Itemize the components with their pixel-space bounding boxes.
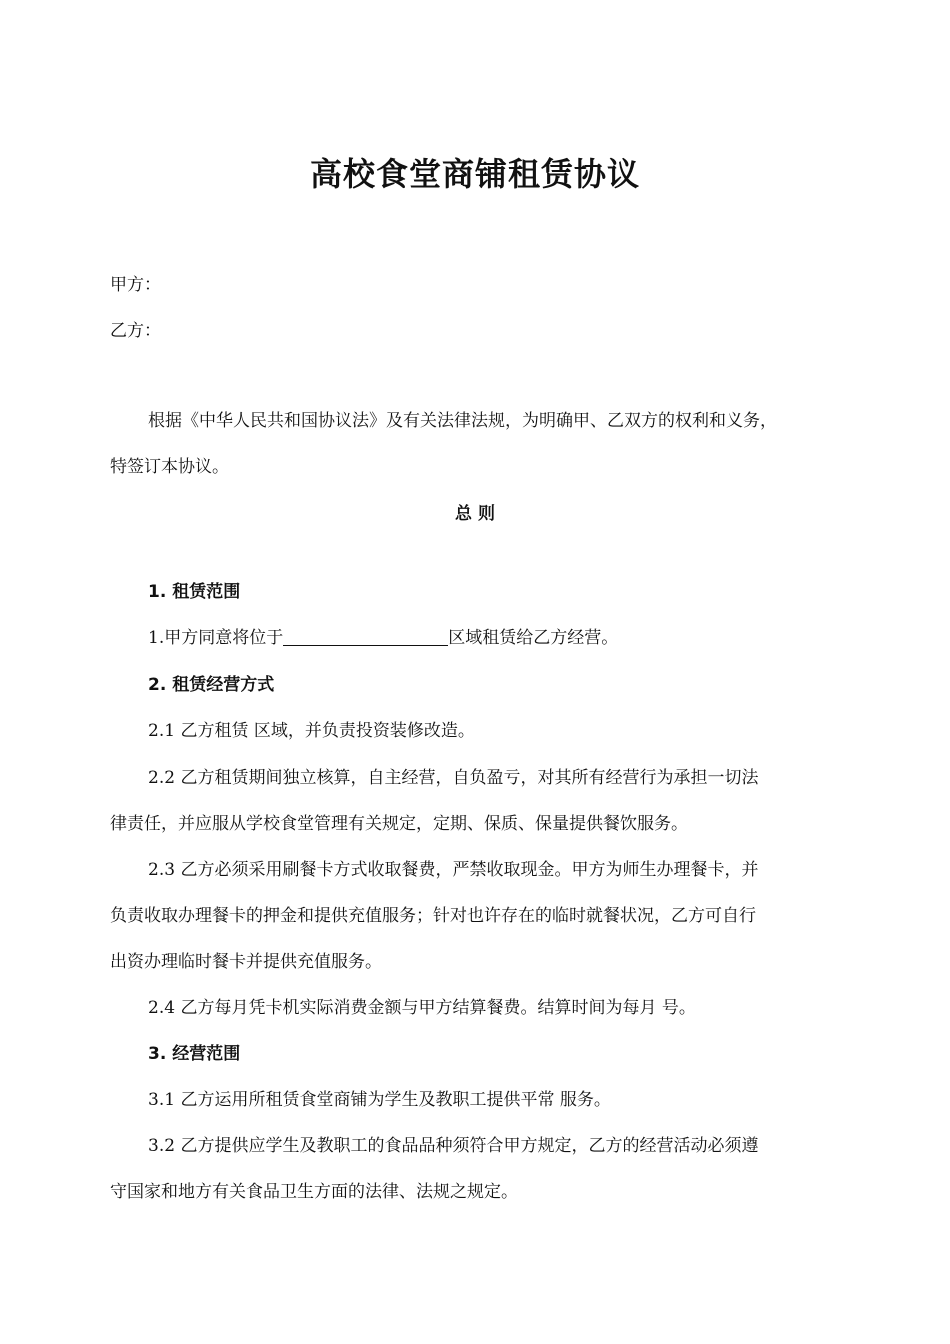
location-blank-underline	[283, 627, 448, 646]
section-3-2-line-2: 守国家和地方有关食品卫生方面的法律、法规之规定。	[110, 1182, 518, 1202]
section-3-2-line-1: 3.2 乙方提供应学生及教职工的食品品种须符合甲方规定，乙方的经营活动必须遵	[148, 1136, 759, 1156]
section-1-item-1	[148, 627, 618, 649]
section-2-4: 2.4 乙方每月凭卡机实际消费金额与甲方结算餐费。结算时间为每月 号。	[148, 998, 696, 1018]
section-2-1: 2.1 乙方租赁 区域，并负责投资装修改造。	[148, 721, 475, 741]
section-2-3-line-3: 出资办理临时餐卡并提供充值服务。	[110, 952, 382, 972]
section-2-3-line-1: 2.3 乙方必须采用刷餐卡方式收取餐费，严禁收取现金。甲方为师生办理餐卡，并	[148, 860, 759, 880]
party-a-label: 甲方：	[110, 275, 161, 295]
section-3-heading: 3. 经营范围	[148, 1044, 241, 1064]
section-1-item-1-after: 区域租赁给乙方经营。	[448, 628, 619, 648]
section-2-2-line-2: 律责任，并应服从学校食堂管理有关规定，定期、保质、保量提供餐饮服务。	[110, 814, 688, 834]
section-1-heading: 1. 租赁范围	[148, 582, 241, 602]
section-2-3-line-2: 负责收取办理餐卡的押金和提供充值服务；针对也许存在的临时就餐状况，乙方可自行	[110, 906, 756, 926]
section-1-item-1-before: 1.甲方同意将位于	[148, 628, 284, 648]
preamble-line-2: 特签订本协议。	[110, 457, 229, 477]
general-heading: 总 则	[455, 504, 495, 524]
section-3-1: 3.1 乙方运用所租赁食堂商铺为学生及教职工提供平常 服务。	[148, 1090, 611, 1110]
party-b-label: 乙方：	[110, 321, 161, 341]
section-2-2-line-1: 2.2 乙方租赁期间独立核算，自主经营，自负盈亏，对其所有经营行为承担一切法	[148, 768, 759, 788]
document-title: 高校食堂商铺租赁协议	[309, 155, 640, 193]
preamble-line-1: 根据《中华人民共和国协议法》及有关法律法规，为明确甲、乙双方的权利和义务，	[148, 411, 777, 431]
section-2-heading: 2. 租赁经营方式	[148, 675, 275, 695]
